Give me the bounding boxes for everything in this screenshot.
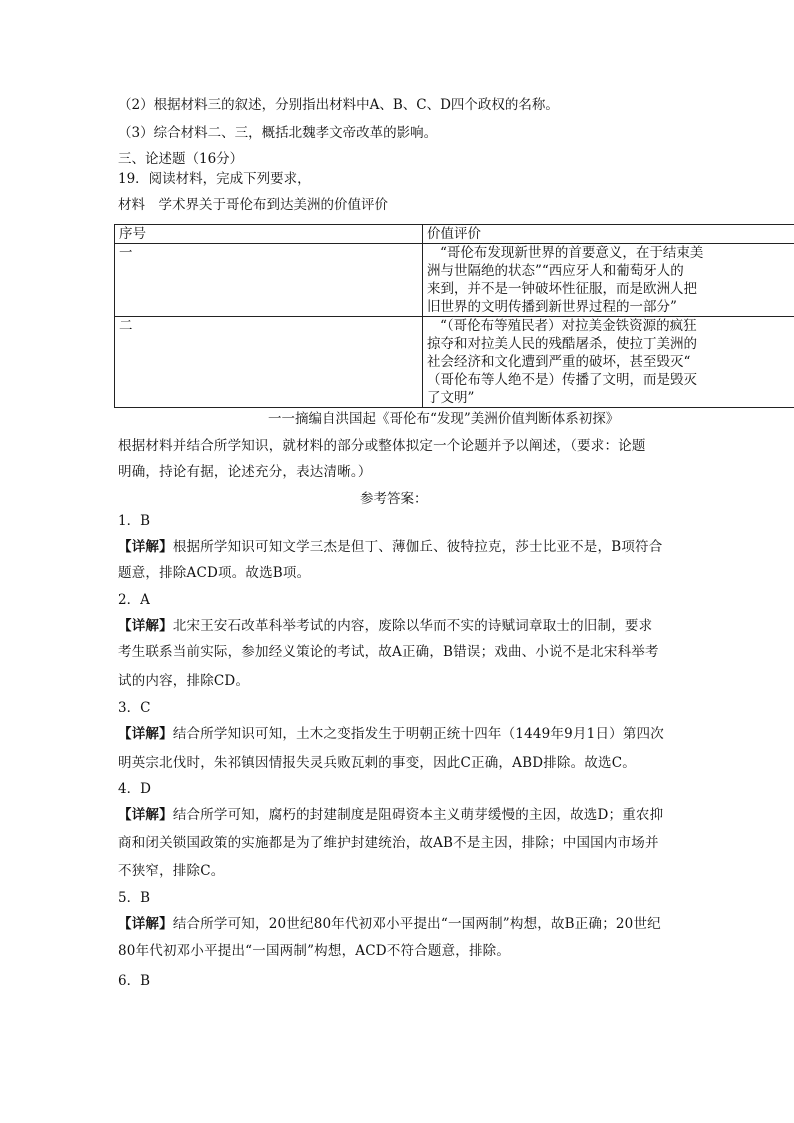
- answer-number: 6．B: [118, 973, 151, 989]
- answer-number: 5．B: [118, 890, 151, 906]
- table-row: [115, 244, 794, 317]
- question-3: （3）综合材料二、三，概括北魏孝文帝改革的影响。: [118, 125, 438, 141]
- evaluation-line: 旧世界的文明传播到新世界过程的一部分”: [427, 299, 677, 315]
- row-evaluation: [423, 244, 794, 317]
- evaluation-line: 来到，并不是一钟破坏性征服，而是欧洲人把: [427, 281, 697, 297]
- evaluation-line: 社会经济和文化遭到严重的破坏，甚至毁灭“: [427, 354, 691, 370]
- answer-line: 不狭窄，排除C。: [118, 863, 225, 879]
- explain-label: 【详解】: [118, 807, 173, 823]
- evaluation-line: 了文明”: [427, 390, 475, 406]
- answer-number: 3．C: [118, 700, 151, 716]
- row-number: 二: [115, 317, 423, 408]
- answers-heading: 参考答案：: [360, 491, 428, 507]
- answer-line: 明英宗北伐时，朱祁镇因情报失灵兵败瓦剌的事变，因此C正确，ABD排除。故选C。: [118, 755, 636, 771]
- instruction-line: 根据材料并结合所学知识，就材料的部分或整体拟定一个论题并予以阐述，（要求：论题: [118, 438, 646, 454]
- answer-line: 商和闭关锁国政策的实施都是为了维护封建统治，故AB不是主因，排除；中国国内市场并: [118, 835, 659, 851]
- row-evaluation: [423, 317, 794, 408]
- material-source: 一一摘编自洪国起《哥伦布“发现”美洲价值判断体系初探》: [268, 411, 620, 427]
- section-heading: 三、论述题（16分）: [118, 151, 244, 167]
- explain-label: 【详解】: [118, 618, 173, 634]
- evaluation-line: “哥伦布发现新世界的首要意义，在于结束美: [440, 245, 704, 261]
- question-19: 19．阅读材料，完成下列要求，: [118, 171, 311, 187]
- question-2: （2）根据材料三的叙述，分别指出材料中A、B、C、D四个政权的名称。: [118, 97, 559, 113]
- answer-text: 结合所学可知，20世纪80年代初邓小平提出“一国两制”构想，故B正确；20世纪: [172, 916, 661, 932]
- table-row: [115, 317, 794, 408]
- answer-number: 4．D: [118, 781, 151, 797]
- header-number: 序号: [115, 225, 423, 244]
- evaluation-line: （哥伦布等人绝不是）传播了文明，而是毁灭: [427, 372, 697, 388]
- evaluation-line: 掠夺和对拉美人民的残酷屠杀，使拉丁美洲的: [427, 336, 697, 352]
- row-number: 一: [115, 244, 423, 317]
- answer-line: [118, 806, 663, 824]
- header-evaluation: 价值评价: [423, 225, 794, 244]
- material-title: 材料 学术界关于哥伦布到达美洲的价值评价: [118, 197, 388, 213]
- answer-line: [118, 915, 661, 933]
- answer-text: 结合所学可知，腐朽的封建制度是阻碍资本主义萌芽缓慢的主因，故选D；重农抑: [172, 807, 664, 823]
- answer-number: 2．A: [118, 592, 150, 608]
- explain-label: 【详解】: [118, 539, 173, 555]
- evaluation-line: “（哥伦布等殖民者）对拉美金铁资源的疯狂: [440, 318, 697, 334]
- answer-text: 根据所学知识可知文学三杰是但丁、薄伽丘、彼特拉克，莎士比亚不是，B项符合: [172, 539, 663, 555]
- answer-line: 80年代初邓小平提出“一国两制”构想，ACD不符合题意，排除。: [118, 943, 511, 959]
- table-header-row: [115, 225, 794, 244]
- answer-line: 题意，排除ACD项。故选B项。: [118, 565, 311, 581]
- answer-line: 考生联系当前实际，参加经义策论的考试，故A正确，B错误；戏曲、小说不是北宋科举考: [118, 644, 659, 660]
- evaluation-line: 洲与世隔绝的状态”“西应牙人和葡萄牙人的: [427, 263, 684, 279]
- answer-text: 结合所学知识可知，土木之变指发生于明朝正统十四年（1449年9月1日）第四次: [172, 726, 664, 742]
- explain-label: 【详解】: [118, 726, 173, 742]
- answer-line: [118, 725, 664, 743]
- answer-line: [118, 617, 652, 635]
- instruction-line: 明确，持论有据，论述充分，表达清晰。）: [118, 464, 372, 480]
- evaluation-table: [114, 224, 794, 408]
- answer-text: 北宋王安石改革科举考试的内容，废除以华而不实的诗赋词章取士的旧制，要求: [172, 618, 653, 634]
- answer-line: [118, 538, 662, 556]
- answer-line: 试的内容，排除CD。: [118, 673, 250, 689]
- answer-number: 1．B: [118, 513, 151, 529]
- explain-label: 【详解】: [118, 916, 173, 932]
